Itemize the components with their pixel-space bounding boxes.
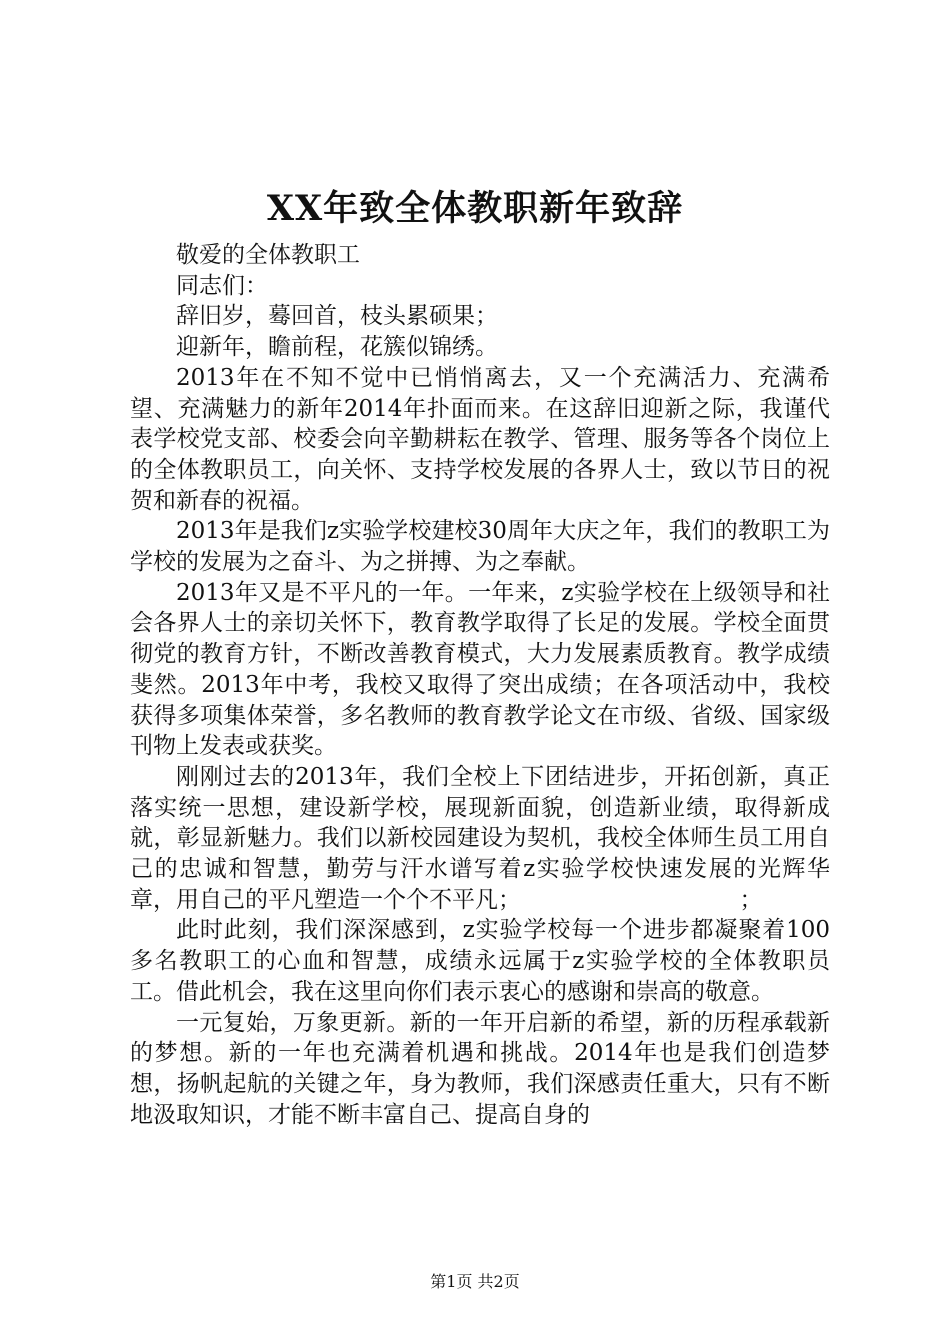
page-footer: 第1页 共2页 — [430, 1272, 520, 1291]
body-paragraph: 刚刚过去的2013年，我们全校上下团结进步，开拓创新，真正落实统一思想，建设新学校，展现新面貌，创造新业绩，取得新成就，彰显新魅力。我们以新校园建设为契机，我校全体师生员工用自己的忠诚和智慧，勤劳与汗水谱写着z实验学校快速发展的光辉华章，用自己的平凡塑造一个个不平凡； ； — [130, 763, 830, 913]
couplet-line: 迎新年，瞻前程，花簇似锦绣。 — [176, 334, 498, 361]
salutation-line: 敬爱的全体教职工 — [176, 242, 360, 268]
body-paragraph: 此时此刻，我们深深感到，z实验学校每一个进步都凝聚着100多名教职工的心血和智慧，成绩永远属于z实验学校的全体教职员工。借此机会，我在这里向你们表示衷心的感谢和崇高的敬意。 — [130, 917, 830, 1005]
salutation-line: 同志们： — [176, 272, 268, 299]
document-body — [130, 240, 830, 1130]
body-paragraph: 2013年又是不平凡的一年。一年来，z实验学校在上级领导和社会各界人士的亲切关怀下，教育教学取得了长足的发展。学校全面贯彻党的教育方针，不断改善教育模式，大力发展素质教育。教学成绩斐然。2013年中考，我校又取得了突出成绩；在各项活动中，我校获得多项集体荣誉，多名教师的教育教学论文在市级、省级、国家级刊物上发表或获奖。 — [130, 579, 830, 760]
body-paragraph: 2013年是我们z实验学校建校30周年大庆之年，我们的教职工为学校的发展为之奋斗、为之拼搏、为之奉献。 — [130, 518, 830, 576]
couplet-line: 辞旧岁，蓦回首，枝头累硕果； — [176, 303, 498, 330]
body-paragraph: 2013年在不知不觉中已悄悄离去，又一个充满活力、充满希望、充满魅力的新年2014年扑面而来。在这辞旧迎新之际，我谨代表学校党支部、校委会向辛勤耕耘在教学、管理、服务等各个岗位上的全体教职员工，向关怀、支持学校发展的各界人士，致以节日的祝贺和新春的祝福。 — [130, 364, 830, 514]
document-title: XX年致全体教职新年致辞 — [266, 188, 684, 229]
body-paragraph: 一元复始，万象更新。新的一年开启新的希望，新的历程承载新的梦想。新的一年也充满着机遇和挑战。2014年也是我们创造梦想，扬帆起航的关键之年，身为教师，我们深感责任重大，只有不断地汲取知识，才能不断丰富自己、提高自身的 — [130, 1009, 830, 1128]
